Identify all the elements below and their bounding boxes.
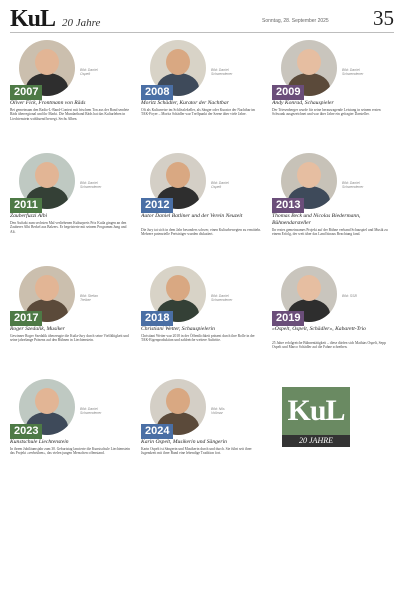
- photo-credit-line: Bild: SSB: [342, 294, 357, 298]
- winner-card: [272, 151, 394, 263]
- winner-card: [10, 151, 132, 263]
- portrait-head: [35, 388, 59, 414]
- winner-text: Gewinner Roger Szedalik überzeugte die Kuila-Jury durch seine Vielfältigkeit und seine jahrelange Präsenz auf den Bühnen in Liechtenstein.: [10, 334, 129, 343]
- photo-credit-line: Bild: Daniel: [211, 68, 229, 72]
- portrait-head: [297, 49, 321, 75]
- year-badge: 2013: [272, 198, 304, 213]
- logo-mark: [282, 387, 350, 435]
- photo-credit-line: Bild: Stefan: [80, 294, 98, 298]
- winner-text: Den Auftakt zum sechsten Mal verliehenen Kulturpreis Prix Kuila gingen an den Zauberer Albi Berkel aus Balzers. Er begeisterte mit seinem Programm Jung und Alt.: [10, 221, 127, 234]
- winner-title: Roger Szedalik, Musiker: [10, 326, 65, 332]
- photo-credit: [80, 181, 130, 189]
- winner-card: [10, 264, 132, 376]
- logo-ribbon: 20 JAHRE: [282, 435, 350, 447]
- portrait-head: [166, 49, 190, 75]
- issue-date: Sonntag, 28. September 2025: [262, 18, 329, 24]
- portrait-head: [35, 162, 59, 188]
- photo-credit-line: Vollmar: [211, 411, 223, 415]
- photo-credit-line: Schwendener: [80, 411, 102, 415]
- portrait-head: [166, 275, 190, 301]
- year-badge: 2023: [10, 424, 42, 439]
- photo-credit-line: Ospelt: [80, 72, 91, 76]
- winner-card: [272, 38, 394, 150]
- portrait-head: [35, 275, 59, 301]
- anniversary-logo: [272, 377, 394, 489]
- photo-credit-line: Bild: Nils: [211, 407, 225, 411]
- logo-letters: KuL: [287, 394, 345, 427]
- winner-card: [141, 38, 263, 150]
- photo-credit: [211, 294, 261, 302]
- year-badge: 2019: [272, 311, 304, 326]
- winner-text: 25 Jahre erfolgreiche Bühnentätigkeit – diese dürfen sich Mathias Ospelt, Sepp Ospelt und Marco Schädler auf die Fahne schreiben.: [272, 341, 386, 350]
- winner-title: Karin Ospelt, Musikerin und Sängerin: [141, 439, 227, 445]
- photo-credit-line: Schwendener: [211, 298, 233, 302]
- winner-title: Moritz Schädler, Kurator der Nachtbar: [141, 100, 229, 106]
- winner-text: Ihr erstes gemeinsames Projekt auf der Bühne verband Schauspiel und Musik zu einem Erfolg, der weit über das Land hinaus Beachtung fand.: [272, 228, 388, 237]
- winner-title: Oliver Fick, Frontmann von Räds: [10, 100, 86, 106]
- portrait-head: [297, 275, 321, 301]
- page-number: 35: [373, 6, 394, 30]
- winner-text: Der Triesenberger wurde für seine herausragende Leistung in seinem ersten Schwank ausgezeichnet und war über Jahre ein gefragter Darsteller.: [272, 108, 381, 117]
- year-badge: 2017: [10, 311, 42, 326]
- portrait-head: [297, 162, 321, 188]
- photo-credit: [342, 181, 392, 189]
- photo-credit-line: Ospelt: [211, 185, 222, 189]
- winner-title: Autor Daniel Batliner und der Verein Neuzeit: [141, 213, 243, 219]
- winner-card: [272, 264, 394, 376]
- winner-title: Thomas Beck und Nicolas Biedermann, Bühnendarsteller: [272, 213, 361, 226]
- portrait-head: [166, 162, 190, 188]
- winner-text: Die Jury tat sich in dem Jahr besonders schwer, einen Kulturbewegten zu ermitteln. Mehrere potenzielle Preisträger wurden diskutiert.: [141, 228, 262, 237]
- photo-credit: [80, 68, 130, 76]
- winner-text: Oft als Kulturreise im Schlösslekeller, als Sänger oder Kurator der Nachtbar im TAK-Foyer – Moritz Schädler war Treffpunkt der Szene über viele Jahre.: [141, 108, 256, 117]
- portrait-head: [166, 388, 190, 414]
- photo-credit: [211, 407, 261, 415]
- year-badge: 2009: [272, 85, 304, 100]
- photo-credit: [80, 407, 130, 415]
- year-badge: 2024: [141, 424, 173, 439]
- brand-tagline: 20 Jahre: [62, 17, 101, 29]
- year-badge: 2007: [10, 85, 42, 100]
- winner-text: Karin Ospelt ist Sängerin und Musikerin durch und durch. Sie führt seit ihrer Jugendzeit mit ihrer Band eine lebendige Tradition fort.: [141, 447, 252, 456]
- photo-credit-line: Bild: Daniel: [80, 68, 98, 72]
- photo-credit-line: Bild: Daniel: [80, 181, 98, 185]
- photo-credit-line: Bild: Daniel: [342, 181, 360, 185]
- photo-credit-line: Bild: Daniel: [211, 181, 229, 185]
- portrait-head: [35, 49, 59, 75]
- photo-credit-line: Schwendener: [342, 185, 364, 189]
- winners-grid: [10, 38, 394, 602]
- photo-credit-line: Schwendener: [211, 72, 233, 76]
- winner-title: «Ospelt, Ospelt, Schädler», Kabarett-Trio: [272, 326, 366, 332]
- winner-card: [141, 151, 263, 263]
- year-badge: 2011: [10, 198, 42, 213]
- year-badge: 2008: [141, 85, 173, 100]
- winner-card: [10, 377, 132, 489]
- brand: [10, 6, 100, 33]
- winner-title: Andy Konrad, Schauspieler: [272, 100, 334, 106]
- year-badge: 2012: [141, 198, 173, 213]
- year-badge: 2018: [141, 311, 173, 326]
- photo-credit-line: Bild: Daniel: [80, 407, 98, 411]
- winner-title: Zauberfuzzi Albi: [10, 213, 48, 219]
- photo-credit: [80, 294, 130, 302]
- winner-text: In ihrem Jubiläumsjahr zum 30. Geburtstag lancierte die Kunstschule Liechtenstein das Projekt «verbrühen», das vielen jungen Menschen offenstand.: [10, 447, 130, 456]
- photo-credit: [342, 68, 392, 76]
- winner-title: Christiani Wetter, Schauspielerin: [141, 326, 215, 332]
- winner-card: [141, 377, 263, 489]
- winner-text: Christiani Wetter war 2018 in der Öffentlichkeit präsent durch ihre Rolle in der TAK-Eigenproduktion und zahlreiche weitere Auftritte.: [141, 334, 255, 343]
- photo-credit: [211, 68, 261, 76]
- winner-title: Kunstschule Liechtenstein: [10, 439, 69, 445]
- brand-logo: KuL: [10, 6, 56, 32]
- photo-credit: [211, 181, 261, 189]
- winner-text: Bei gemeinsam den Radio-L-Band-Contest mit frischem Ton aus der Band sendete Räds überregional und ihr Markt. Die Mundartband Räds hat das Kulturleben in Liechtenstein wohltuend bewegt. Sechs Alben.: [10, 108, 130, 121]
- winner-card: [141, 264, 263, 376]
- photo-credit-line: Bild: Daniel: [211, 294, 229, 298]
- page-header: [10, 6, 394, 33]
- winner-card: [10, 38, 132, 150]
- photo-credit-line: Schwendener: [342, 72, 364, 76]
- photo-credit: [342, 294, 392, 298]
- photo-credit-line: Schwendener: [80, 185, 102, 189]
- photo-credit-line: Treiber: [80, 298, 91, 302]
- photo-credit-line: Bild: Daniel: [342, 68, 360, 72]
